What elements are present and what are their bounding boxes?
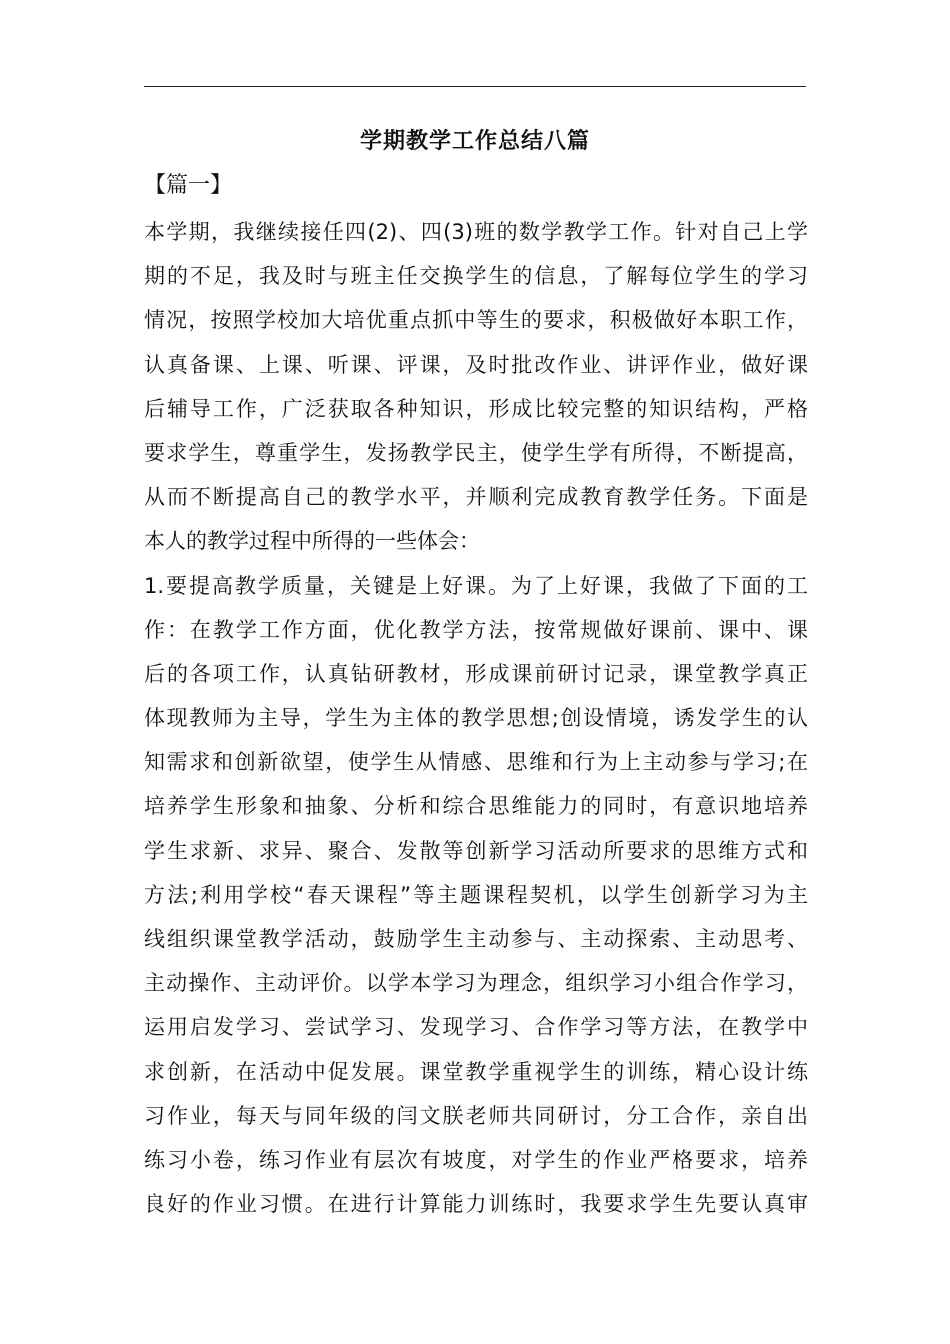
text-line: 习作业，每天与同年级的闫文朕老师共同研讨，分工合作，亲自出 [144,1103,808,1128]
body-text [144,210,808,1226]
text-line: 方法;利用学校“春天课程”等主题课程契机，以学生创新学习为主 [144,882,808,907]
text-line: 体现教师为主导，学生为主体的教学思想;创设情境，诱发学生的认 [144,706,808,731]
document-title: 学期教学工作总结八篇 [359,129,590,154]
text-line: 后的各项工作，认真钻研教材，形成课前研讨记录，课堂教学真正 [144,661,808,686]
section-heading: 【篇一】 [144,173,233,198]
text-line: 作：在教学工作方面，优化教学方法，按常规做好课前、课中、课 [144,617,808,642]
text-line: 练习小卷，练习作业有层次有坡度，对学生的作业严格要求，培养 [144,1147,808,1172]
text-line: 良好的作业习惯。在进行计算能力训练时，我要求学生先要认真审 [144,1192,808,1217]
text-line: 1.要提高教学质量，关键是上好课。为了上好课，我做了下面的工 [144,573,808,598]
text-line: 后辅导工作，广泛获取各种知识，形成比较完整的知识结构，严格 [144,396,808,421]
text-line: 培养学生形象和抽象、分析和综合思维能力的同时，有意识地培养 [144,794,808,819]
text-line: 学生求新、求异、聚合、发散等创新学习活动所要求的思维方式和 [144,838,808,863]
text-line: 主动操作、主动评价。以学本学习为理念，组织学习小组合作学习， [144,971,808,996]
text-line: 运用启发学习、尝试学习、发现学习、合作学习等方法，在教学中 [144,1015,808,1040]
text-line: 知需求和创新欲望，使学生从情感、思维和行为上主动参与学习;在 [144,750,808,775]
text-line: 求创新，在活动中促发展。课堂教学重视学生的训练，精心设计练 [144,1059,808,1084]
text-line: 期的不足，我及时与班主任交换学生的信息，了解每位学生的学习 [144,264,808,289]
text-line: 本学期，我继续接任四(2)、四(3)班的数学教学工作。针对自己上学 [144,220,808,244]
text-line: 本人的教学过程中所得的一些体会： [144,529,480,554]
text-line: 情况，按照学校加大培优重点抓中等生的要求，积极做好本职工作， [144,308,808,333]
text-line: 认真备课、上课、听课、评课，及时批改作业、讲评作业，做好课 [144,352,808,377]
text-line: 从而不断提高自己的教学水平，并顺利完成教育教学任务。下面是 [144,485,808,510]
text-line: 线组织课堂教学活动，鼓励学生主动参与、主动探索、主动思考、 [144,927,808,951]
text-line: 要求学生，尊重学生，发扬教学民主，使学生学有所得，不断提高， [144,440,808,465]
header-rule [144,86,806,87]
